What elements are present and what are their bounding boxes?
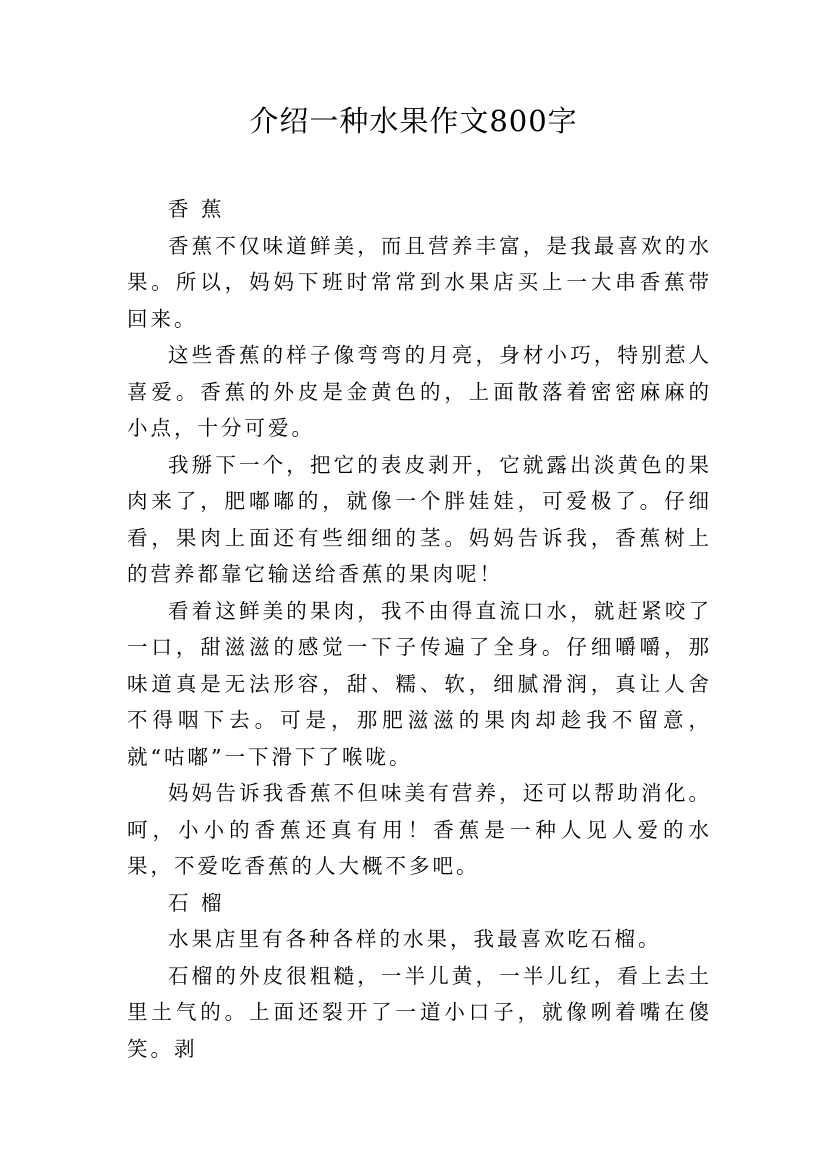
- paragraph: 看着这鲜美的果肉，我不由得直流口水，就赶紧咬了一口，甜滋滋的感觉一下子传遍了全身。仔细嚼嚼，那味道真是无法形容，甜、糯、软，细腻滑润，真让人舍不得咽下去。可是，那肥滋滋的果肉却趁我不留意，就“咕嘟”一下滑下了喉咙。: [127, 598, 712, 769]
- paragraph: 妈妈告诉我香蕉不但味美有营养，还可以帮助消化。呵，小小的香蕉还真有用！香蕉是一种人见人爱的水果，不爱吃香蕉的人大概不多吧。: [127, 781, 712, 878]
- paragraph: 水果店里有各种各样的水果，我最喜欢吃石榴。: [168, 927, 662, 951]
- paragraph: 石榴的外皮很粗糙，一半儿黄，一半儿红，看上去土里土气的。上面还裂开了一道小口子，就像咧着嘴在傻笑。剥: [127, 963, 712, 1061]
- document-title: 介绍一种水果作文800字: [249, 104, 578, 138]
- paragraph: 这些香蕉的样子像弯弯的月亮，身材小巧，特别惹人喜爱。香蕉的外皮是金黄色的，上面散落着密密麻麻的小点，十分可爱。: [127, 343, 712, 440]
- document-body: [127, 191, 712, 1067]
- paragraph: 香蕉不仅味道鲜美，而且营养丰富，是我最喜欢的水果。所以，妈妈下班时常常到水果店买上一大串香蕉带回来。: [127, 233, 712, 331]
- paragraph: 我掰下一个，把它的表皮剥开，它就露出淡黄色的果肉来了，肥嘟嘟的，就像一个胖娃娃，可爱极了。仔细看，果肉上面还有些细细的茎。妈妈告诉我，香蕉树上的营养都靠它输送给香蕉的果肉呢！: [127, 452, 712, 586]
- section-heading-pomegranate: 石 榴: [168, 890, 225, 915]
- section-heading-banana: 香 蕉: [168, 197, 225, 221]
